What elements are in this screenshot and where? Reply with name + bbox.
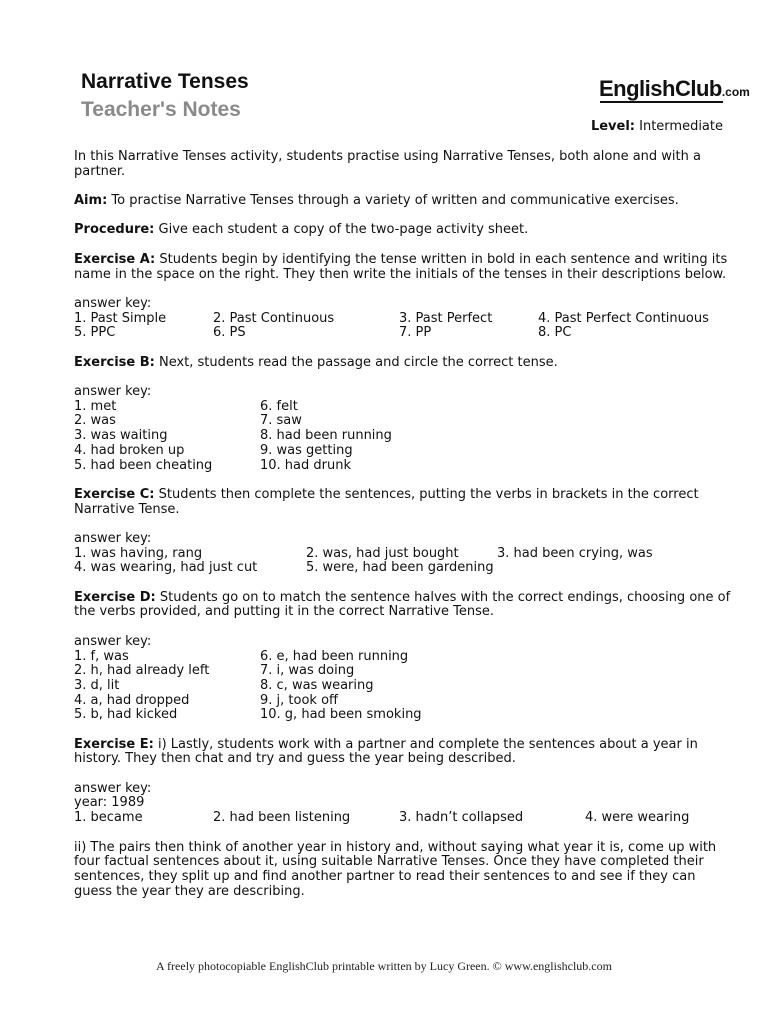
answer-item: 1. became bbox=[74, 810, 143, 826]
answer-row bbox=[74, 547, 734, 562]
answer-item: 1. was having, rang bbox=[74, 545, 203, 561]
answer-item: 3. hadn’t collapsed bbox=[399, 810, 524, 826]
exercise-a-label: Exercise A: bbox=[74, 251, 156, 267]
exercise-e-paragraph bbox=[74, 738, 734, 767]
answer-item: 3. had been crying, was bbox=[497, 545, 653, 561]
englishclub-logo[interactable] bbox=[599, 76, 750, 102]
answer-item: 8. PC bbox=[538, 325, 572, 341]
answer-item: 10. had drunk bbox=[260, 457, 351, 473]
exercise-c-text: Students then complete the sentences, putting the verbs in brackets in the correct Narrative Tense. bbox=[74, 486, 699, 517]
answer-row bbox=[74, 400, 734, 415]
logo-main-text: EnglishClub bbox=[599, 76, 722, 101]
logo-underline bbox=[600, 101, 723, 103]
page-title: Narrative Tenses bbox=[81, 70, 249, 93]
answer-row bbox=[74, 679, 734, 694]
aim-text: To practise Narrative Tenses through a variety of written and communicative exercises. bbox=[111, 193, 679, 209]
exercise-c-label: Exercise C: bbox=[74, 486, 155, 502]
answer-item: 4. were wearing bbox=[585, 810, 690, 826]
answer-item: 7. i, was doing bbox=[260, 663, 355, 679]
notes-content bbox=[74, 150, 734, 914]
answer-item: 9. j, took off bbox=[260, 692, 338, 708]
answer-item: 2. was, had just bought bbox=[306, 545, 459, 561]
answer-row bbox=[74, 650, 734, 665]
exercise-b-paragraph bbox=[74, 356, 734, 371]
answer-item: 2. h, had already left bbox=[74, 663, 210, 679]
exercise-a-text: Students begin by identifying the tense written in bold in each sentence and writing its name in the space on the right. They then write the initials of the tenses in their descriptions below. bbox=[74, 251, 728, 282]
exercise-e-answer-key bbox=[74, 782, 734, 826]
answer-item: 8. c, was wearing bbox=[260, 677, 374, 693]
answer-row bbox=[74, 459, 734, 474]
answer-item: 4. Past Perfect Continuous bbox=[538, 310, 709, 326]
exercise-d-text: Students go on to match the sentence halves with the correct endings, choosing one of the verbs provided, and putting it in the correct Narrative Tense. bbox=[74, 589, 731, 620]
answer-item: 6. e, had been running bbox=[260, 648, 409, 664]
answer-row bbox=[74, 429, 734, 444]
answer-item: 2. was bbox=[74, 413, 116, 429]
procedure-label: Procedure: bbox=[74, 222, 155, 238]
answer-key-label: answer key: bbox=[74, 633, 152, 649]
answer-item: 5. PPC bbox=[74, 325, 116, 341]
exercise-b-label: Exercise B: bbox=[74, 354, 155, 370]
answer-row bbox=[74, 708, 734, 723]
answer-row bbox=[74, 664, 734, 679]
answer-item: 7. PP bbox=[399, 325, 432, 341]
exercise-c-answer-key bbox=[74, 532, 734, 576]
answer-key-label: answer key: bbox=[74, 384, 152, 400]
answer-item: 3. Past Perfect bbox=[399, 310, 493, 326]
answer-item: 1. met bbox=[74, 398, 117, 414]
level-line bbox=[591, 119, 723, 134]
answer-item: 4. was wearing, had just cut bbox=[74, 560, 258, 576]
exercise-a-answer-key bbox=[74, 297, 734, 341]
aim-paragraph bbox=[74, 194, 734, 209]
answer-item: 4. had broken up bbox=[74, 442, 185, 458]
year-line: year: 1989 bbox=[74, 795, 145, 811]
answer-item: 1. Past Simple bbox=[74, 310, 167, 326]
answer-row bbox=[74, 694, 734, 709]
answer-row bbox=[74, 444, 734, 459]
level-value: Intermediate bbox=[639, 119, 723, 134]
answer-item: 3. was waiting bbox=[74, 428, 168, 444]
answer-item: 2. had been listening bbox=[213, 810, 351, 826]
answer-item: 3. d, lit bbox=[74, 677, 120, 693]
answer-item: 6. PS bbox=[213, 325, 246, 341]
answer-item: 10. g, had been smoking bbox=[260, 707, 422, 723]
page-subtitle: Teacher's Notes bbox=[81, 98, 241, 121]
answer-item: 5. were, had been gardening bbox=[306, 560, 494, 576]
answer-item: 5. had been cheating bbox=[74, 457, 213, 473]
answer-item: 5. b, had kicked bbox=[74, 707, 178, 723]
procedure-paragraph bbox=[74, 223, 734, 238]
exercise-d-paragraph bbox=[74, 591, 734, 620]
exercise-d-answer-key bbox=[74, 635, 734, 723]
level-label: Level: bbox=[590, 119, 635, 134]
exercise-b-text: Next, students read the passage and circle the correct tense. bbox=[158, 354, 558, 370]
answer-row bbox=[74, 326, 734, 341]
intro-paragraph: In this Narrative Tenses activity, students practise using Narrative Tenses, both alone and with a partner. bbox=[74, 149, 701, 179]
answer-row bbox=[74, 312, 734, 327]
answer-row bbox=[74, 414, 734, 429]
answer-item: 9. was getting bbox=[260, 442, 353, 458]
answer-item: 8. had been running bbox=[260, 428, 392, 444]
procedure-text: Give each student a copy of the two-page activity sheet. bbox=[158, 222, 529, 238]
exercise-e-label: Exercise E: bbox=[74, 736, 154, 752]
exercise-c-paragraph bbox=[74, 488, 734, 517]
answer-item: 2. Past Continuous bbox=[213, 310, 335, 326]
exercise-e-text: i) Lastly, students work with a partner and complete the sentences about a year in history. They then chat and try and guess the year being described. bbox=[74, 736, 698, 767]
logo-tld-text: .com bbox=[721, 85, 750, 99]
exercise-d-label: Exercise D: bbox=[74, 589, 156, 605]
answer-key-label: answer key: bbox=[74, 531, 152, 547]
answer-item: 4. a, had dropped bbox=[74, 692, 190, 708]
answer-row bbox=[74, 811, 734, 826]
answer-key-label: answer key: bbox=[74, 295, 152, 311]
answer-key-label: answer key: bbox=[74, 780, 152, 796]
exercise-a-paragraph bbox=[74, 253, 734, 282]
exercise-e-part-ii: ii) The pairs then think of another year in history and, without saying what year it is, come up with four factual sentences about it, using suitable Narrative Tenses. Once they have completed their sentences, they split up and find another partner to read their sentences to and see if they can guess the year they are describing. bbox=[74, 839, 717, 899]
aim-label: Aim: bbox=[74, 193, 108, 209]
answer-item: 7. saw bbox=[260, 413, 302, 429]
answer-item: 6. felt bbox=[260, 398, 298, 414]
answer-row bbox=[74, 561, 734, 576]
exercise-b-answer-key bbox=[74, 385, 734, 473]
answer-item: 1. f, was bbox=[74, 648, 129, 664]
footer-credit: A freely photocopiable EnglishClub printable written by Lucy Green. © www.englishclub.com bbox=[156, 959, 612, 973]
